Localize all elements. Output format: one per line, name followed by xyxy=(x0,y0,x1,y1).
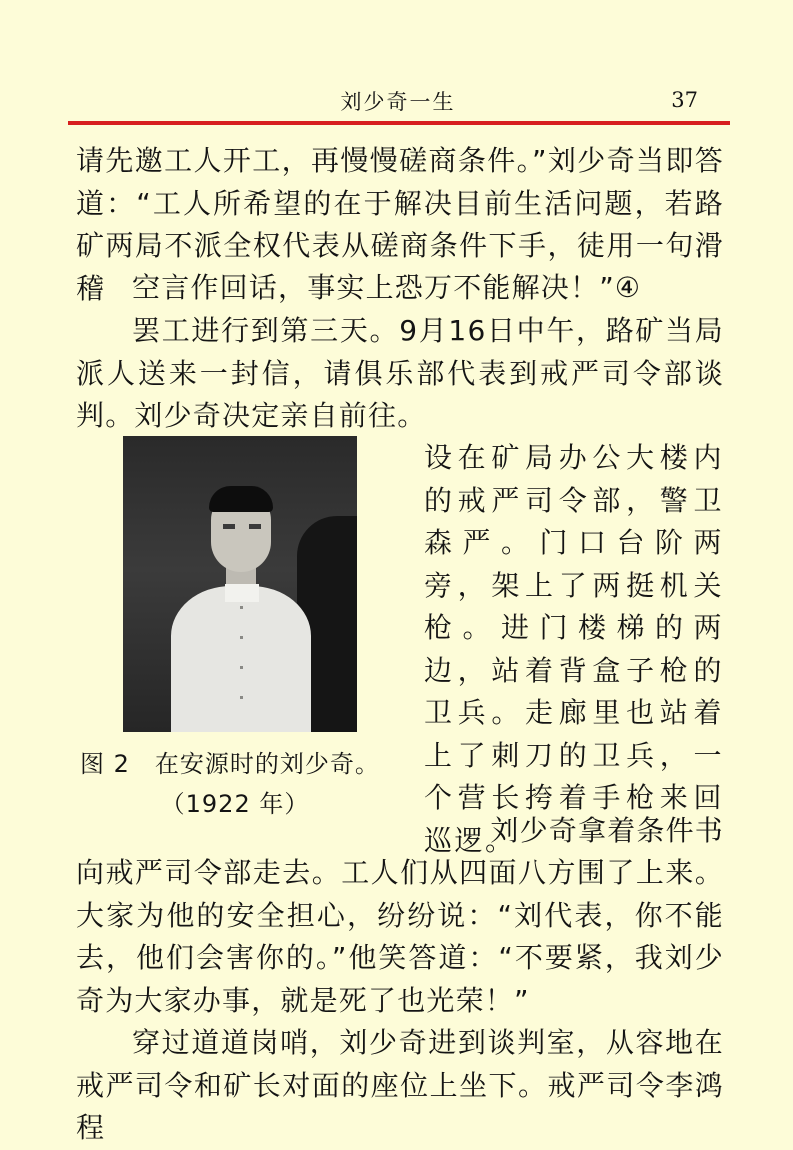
caption-line-1: 图 2 在安源时的刘少奇。 xyxy=(80,750,380,778)
paragraph-3: 罢工进行到第三天。9月16日中午，路矿当局派人送来一封信，请俱乐部代表到戒严司令部谈判。刘少奇决定亲自前往。 xyxy=(76,314,724,432)
header-rule xyxy=(68,121,730,125)
figure-caption xyxy=(80,744,420,824)
paragraph-2: 空言作回话，事实上恐万不能解决！”④ xyxy=(132,271,642,304)
caption-line-2: （1922 年） xyxy=(160,790,310,818)
paragraph-5: 穿过道道岗哨，刘少奇进到谈判室，从容地在戒严司令和矿长对面的座位上坐下。戒严司令李鸿程 xyxy=(76,1026,724,1144)
running-header xyxy=(68,86,728,122)
page-number: 37 xyxy=(671,88,698,112)
paragraph-1: 请先邀工人开工，再慢慢磋商条件。”刘少奇当即答道：“工人所希望的在于解决目前生活问题，若路矿两局不派全权代表从磋商条件下手，徒用一句滑稽 xyxy=(76,144,724,305)
lower-first-line: 刘少奇拿着条件书 xyxy=(490,814,724,847)
portrait-photo xyxy=(123,436,357,732)
book-title: 刘少奇一生 xyxy=(340,90,456,114)
paragraph-4: 向戒严司令部走去。工人们从四面八方围了上来。大家为他的安全担心，纷纷说：“刘代表，你不能去，他们会害你的。”他笑答道：“不要紧，我刘少奇为大家办事，就是死了也光荣！” xyxy=(76,856,724,1017)
side-column-text: 设在矿局办公大楼内的戒严司令部，警卫森严。门口台阶两旁，架上了两挺机关枪。进门楼梯的两边，站着背盒子枪的卫兵。走廊里也站着上了刺刀的卫兵，一个营长挎着手枪来回巡逻。 xyxy=(424,441,724,857)
